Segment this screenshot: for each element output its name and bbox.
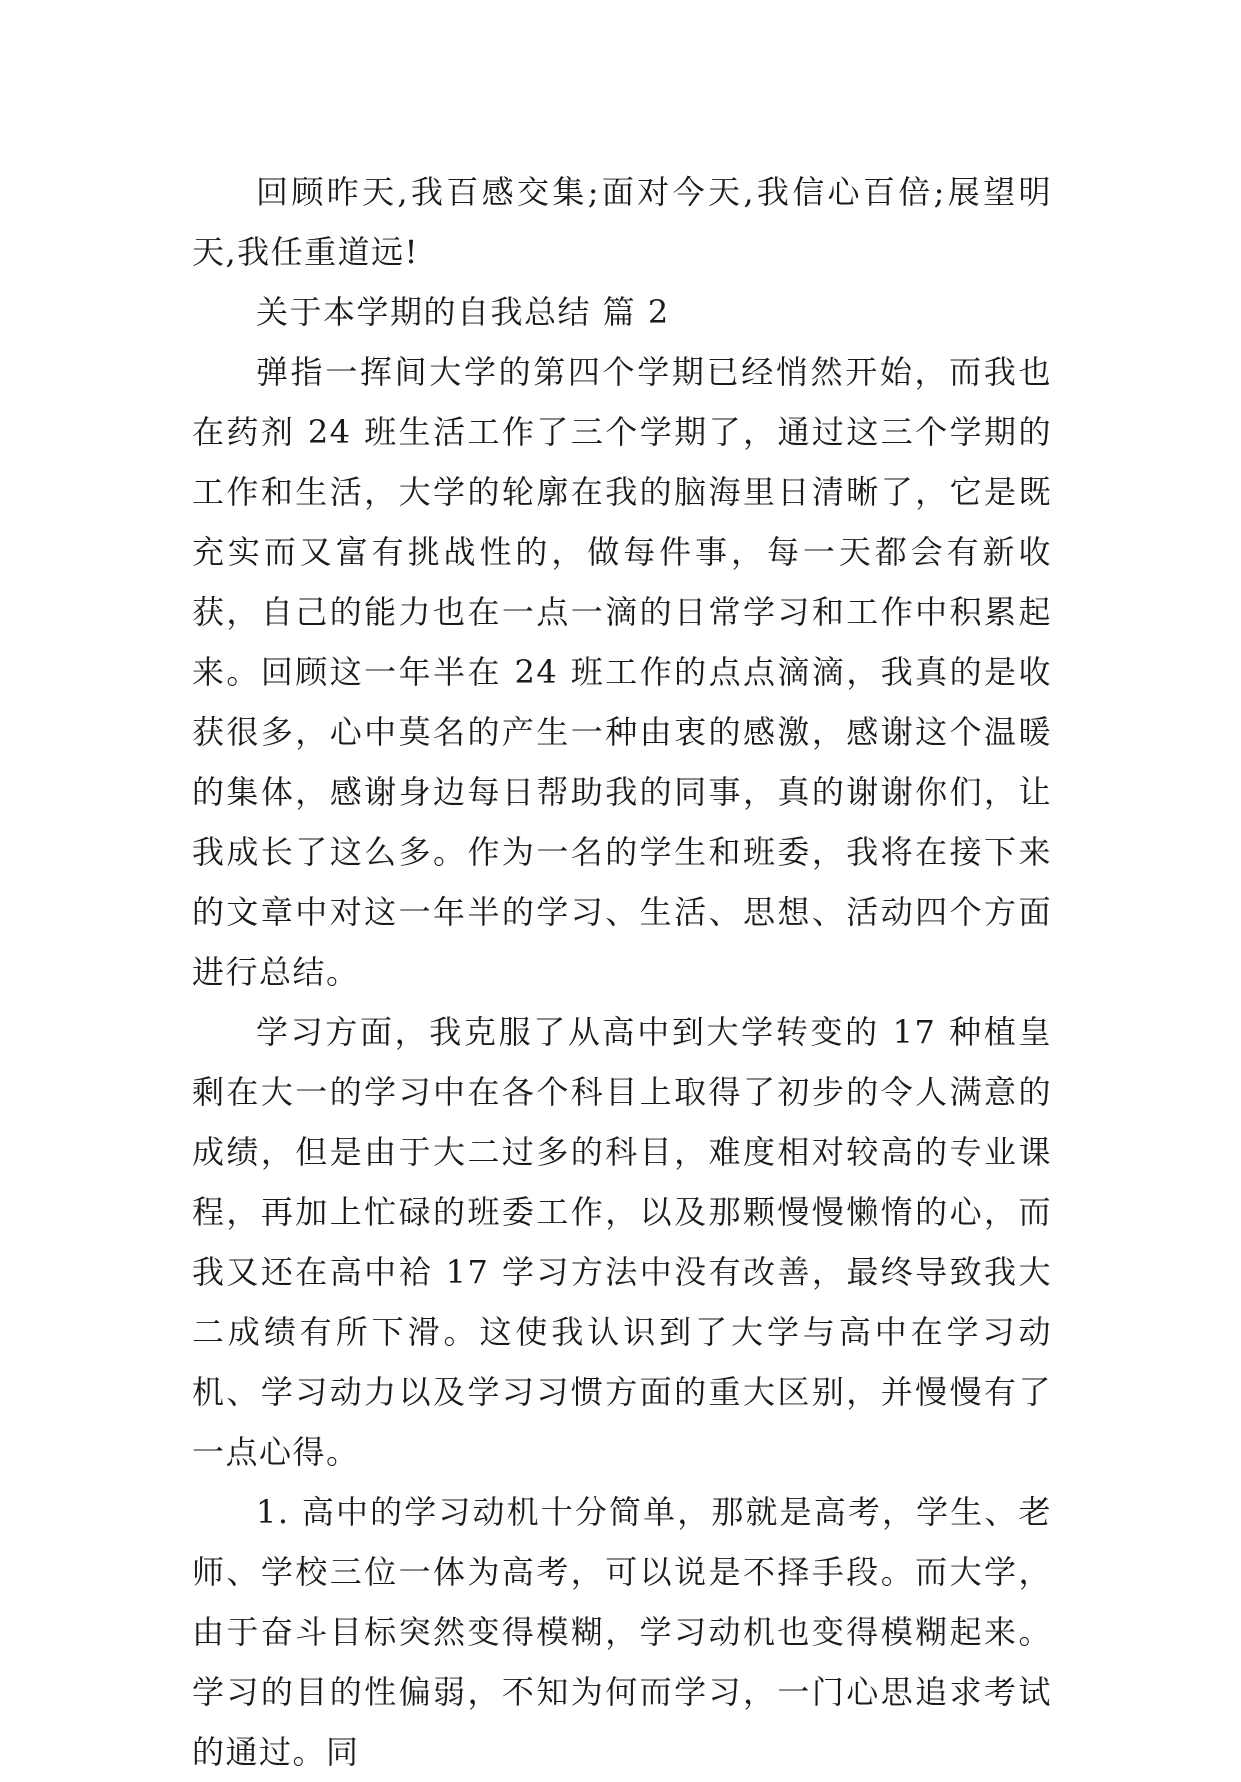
- document-body: [192, 162, 1052, 1782]
- section-heading: 关于本学期的自我总结 篇 2: [256, 293, 670, 331]
- paragraph-point-1: 1. 高中的学习动机十分简单，那就是高考，学生、老师、学校三位一体为高考，可以说是不择手段。而大学，由于奋斗目标突然变得模糊，学习动机也变得模糊起来。学习的目的性偏弱，不知为何而学习，一门心思追求考试的通过。同: [192, 1493, 1052, 1771]
- paragraph-closing: 回顾昨天,我百感交集;面对今天,我信心百倍;展望明天,我任重道远!: [192, 173, 1052, 271]
- paragraph-intro: 弹指一挥间大学的第四个学期已经悄然开始，而我也在药剂 24 班生活工作了三个学期了，通过这三个学期的工作和生活，大学的轮廓在我的脑海里日清晰了，它是既充实而又富有挑战性的，做每件事，每一天都会有新收获，自己的能力也在一点一滴的日常学习和工作中积累起来。回顾这一年半在 24 班工作的点点滴滴，我真的是收获很多，心中莫名的产生一种由衷的感激，感谢这个温暖的集体，感谢身边每日帮助我的同事，真的谢谢你们，让我成长了这么多。作为一名的学生和班委，我将在接下来的文章中对这一年半的学习、生活、思想、活动四个方面进行总结。: [192, 353, 1052, 991]
- paragraph-study: 学习方面，我克服了从高中到大学转变的 17 种植皇剩在大一的学习中在各个科目上取得了初步的令人满意的成绩，但是由于大二过多的科目，难度相对较高的专业课程，再加上忙碌的班委工作，以及那颗慢慢懒惰的心，而我又还在高中袷 17 学习方法中没有改善，最终导致我大二成绩有所下滑。这使我认识到了大学与高中在学习动机、学习动力以及学习习惯方面的重大区别，并慢慢有了一点心得。: [192, 1013, 1052, 1471]
